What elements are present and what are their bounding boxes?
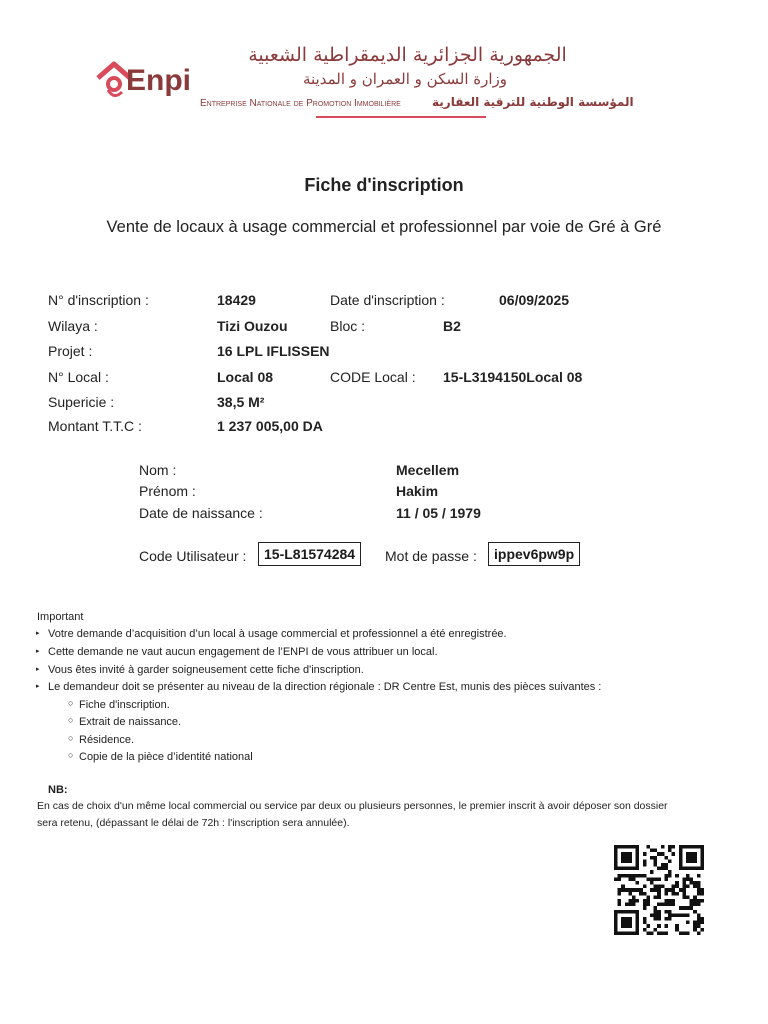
header-underline [316,116,486,118]
prenom-label: Prénom : [139,483,196,499]
document-item: ○ Fiche d'inscription. [79,699,170,711]
header-arabic-republic: الجمهورية الجزائرية الديمقراطية الشعبية [248,44,567,66]
superficie-label: Supericie : [48,394,115,410]
header-enterprise-fr: Entreprise Nationale de Promotion Immobilière [200,98,401,109]
important-bullet: ▸ Le demandeur doit se présenter au niveau de la direction régionale : DR Centre Est, munis des pièces suivantes : [48,681,601,693]
projet-value: 16 LPL IFLISSEN [217,343,330,359]
qr-code [611,845,707,935]
header-arabic-ministry: وزارة السكن و العمران و المدينة [302,70,508,88]
code-local-value: 15-L3194150Local 08 [443,369,583,385]
projet-label: Projet : [48,343,93,359]
montant-label: Montant T.T.C : [48,418,142,434]
important-heading: Important [37,611,84,623]
num-local-label: N° Local : [48,369,109,385]
nb-text-line1: En cas de choix d'un même local commercial ou service par deux ou plusieurs personnes, le premier inscrit à avoir déposer son dossier [37,800,668,812]
naissance-value: 11 / 05 / 1979 [396,505,481,521]
num-inscription-label: N° d'inscription : [48,292,149,308]
montant-value: 1 237 005,00 DA [217,418,323,434]
code-utilisateur-box: 15-L81574284 [258,542,361,566]
naissance-label: Date de naissance : [139,505,263,521]
enpi-logo [94,56,194,104]
nb-text-line2: sera retenu, (dépassant le délai de 72h : l'inscription sera annulée). [37,817,350,829]
header-enterprise-ar: المؤسسة الوطنية للترقية العقارية [432,95,634,109]
page-title: Fiche d'inscription [304,175,464,195]
document-item: ○ Résidence. [79,734,134,746]
important-bullet: ▸ Cette demande ne vaut aucun engagement de l’ENPI de vous attribuer un local. [48,646,438,658]
wilaya-label: Wilaya : [48,318,98,334]
document-item: ○ Copie de la pièce d’identité national [79,751,253,763]
date-inscription-label: Date d'inscription : [330,292,445,308]
code-utilisateur-label: Code Utilisateur : [139,548,247,564]
mot-de-passe-label: Mot de passe : [385,548,477,564]
bloc-value: B2 [443,318,461,334]
num-inscription-value: 18429 [217,292,256,308]
page-subtitle: Vente de locaux à usage commercial et professionnel par voie de Gré à Gré [106,218,662,236]
logo-text: Enpi [126,64,191,97]
nom-value: Mecellem [396,462,460,478]
important-bullet: ▸ Votre demande d’acquisition d’un local à usage commercial et professionnel a été enregistrée. [48,628,507,640]
document-item: ○ Extrait de naissance. [79,716,181,728]
prenom-value: Hakim [396,483,439,499]
superficie-value: 38,5 M² [217,394,265,410]
mot-de-passe-box: ippev6pw9p [488,542,580,566]
bloc-label: Bloc : [330,318,366,334]
nom-label: Nom : [139,462,177,478]
num-local-value: Local 08 [217,369,274,385]
important-bullet: ▸ Vous êtes invité à garder soigneusement cette fiche d'inscription. [48,664,364,676]
date-inscription-value: 06/09/2025 [499,292,570,308]
wilaya-value: Tizi Ouzou [217,318,288,334]
nb-label: NB: [48,784,68,796]
code-local-label: CODE Local : [330,369,416,385]
